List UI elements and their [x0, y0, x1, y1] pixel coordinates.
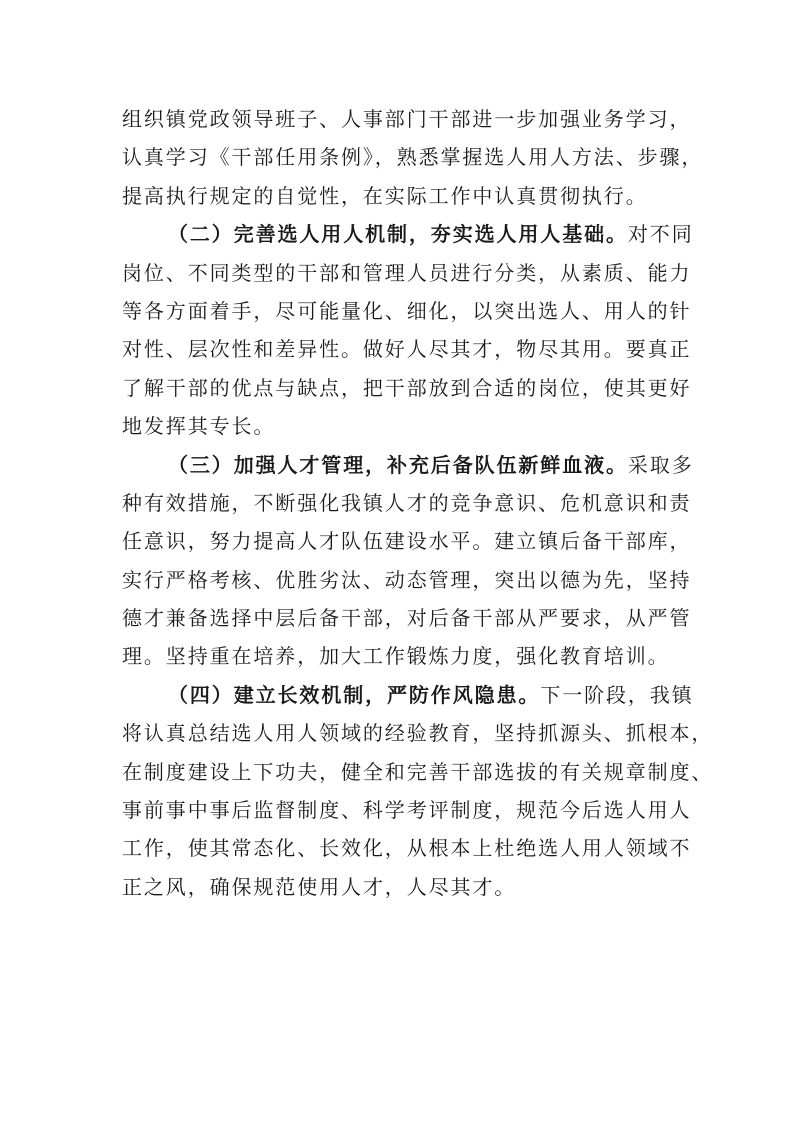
- paragraph-first-line: [122, 446, 694, 484]
- section-paragraph-4: [122, 676, 714, 906]
- paragraph-first-line: [122, 215, 694, 253]
- body-text: [122, 100, 714, 906]
- paragraph-first-line: [122, 676, 694, 714]
- text-line: 组织镇党政领导班子、人事部门干部进一步加强业务学习，: [122, 107, 692, 131]
- text-line: 理。坚持重在培养，加大工作锻炼力度，强化教育培训。: [122, 644, 670, 669]
- section-heading: （二）完善选人用人机制，夯实选人用人基础。: [168, 222, 628, 247]
- text-line: 实行严格考核、优胜劣汰、动态管理，突出以德为先，坚持: [122, 567, 692, 592]
- text-line: 在制度建设上下功夫，健全和完善干部选拔的有关规章制度、: [122, 759, 714, 784]
- text-line: 工作，使其常态化、长效化，从根本上杜绝选人用人领域不: [122, 836, 692, 861]
- text-line: 德才兼备选择中层后备干部，对后备干部从严要求，从严管: [122, 606, 692, 631]
- section-paragraph-2: [122, 215, 694, 445]
- text-line: 事前事中事后监督制度、科学考评制度，规范今后选人用人: [122, 798, 692, 823]
- text-line: 提高执行规定的自觉性，在实际工作中认真贯彻执行。: [122, 183, 648, 208]
- paragraph-text: 对不同: [627, 222, 694, 247]
- intro-paragraph: [122, 100, 704, 215]
- paragraph-text: 采取多: [627, 452, 694, 477]
- text-line: 任意识，努力提高人才队伍建设水平。建立镇后备干部库，: [122, 529, 692, 554]
- text-line: 将认真总结选人用人领域的经验教育，坚持抓源头、抓根本，: [122, 721, 714, 746]
- text-line: 岗位、不同类型的干部和管理人员进行分类，从素质、能力: [122, 260, 692, 285]
- text-line: 等各方面着手，尽可能量化、细化，以突出选人、用人的针: [122, 298, 692, 323]
- text-line: 种有效措施，不断强化我镇人才的竞争意识、危机意识和责: [122, 490, 692, 515]
- text-line: 对性、层次性和差异性。做好人尽其才，物尽其用。要真正: [122, 337, 692, 362]
- text-line: 正之风，确保规范使用人才，人尽其才。: [122, 874, 517, 899]
- text-line: 认真学习《干部任用条例》，熟悉掌握选人用人方法、步骤，: [122, 145, 704, 170]
- section-heading: （三）加强人才管理，补充后备队伍新鲜血液。: [168, 452, 628, 477]
- text-line: 了解干部的优点与缺点，把干部放到合适的岗位，使其更好: [122, 375, 692, 400]
- section-paragraph-3: [122, 446, 694, 676]
- paragraph-text: 下一阶段，我镇: [540, 682, 694, 707]
- section-heading: （四）建立长效机制，严防作风隐患。: [168, 682, 541, 707]
- text-line: 地发挥其专长。: [122, 414, 276, 439]
